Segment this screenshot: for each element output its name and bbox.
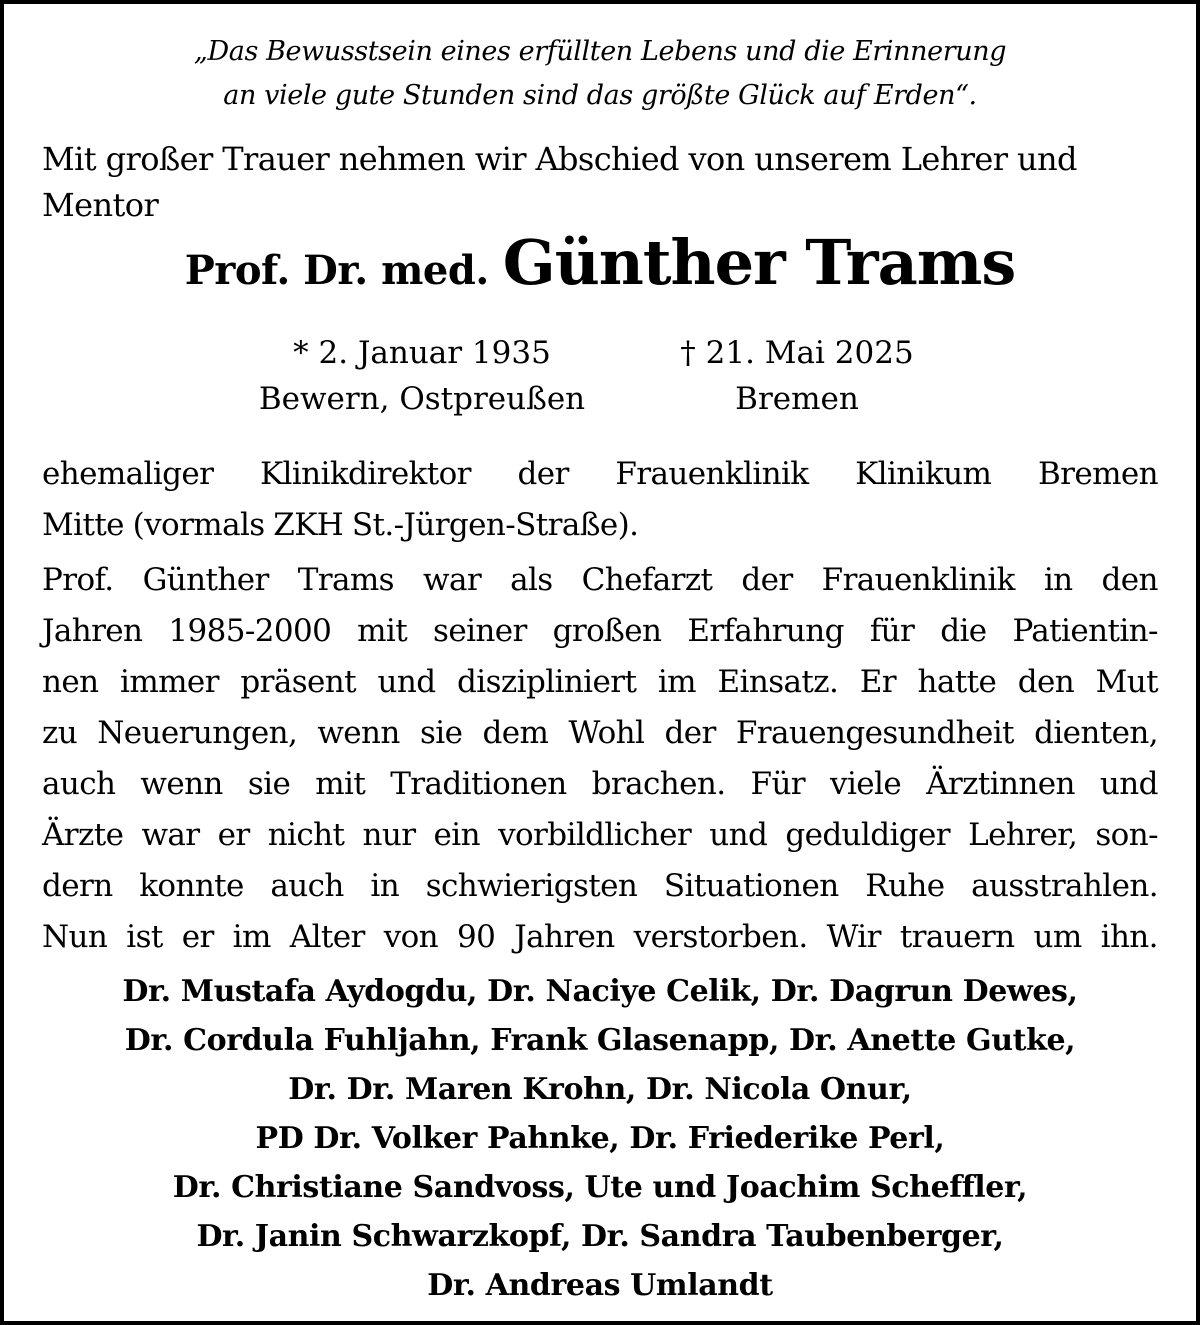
signatory-line: Dr. Mustafa Aydogdu, Dr. Naciye Celik, Dr. Dagrun Dewes, [122, 974, 1078, 1009]
body-text-line: Ärzte war er nicht nur ein vorbildlicher und geduldiger Lehrer, son- [42, 817, 1158, 853]
signatory-line: Dr. Janin Schwarzkopf, Dr. Sandra Taubenberger, [196, 1219, 1004, 1254]
intro-line: Mentor [42, 186, 159, 224]
signatory-line: Dr. Andreas Umlandt [427, 1268, 773, 1303]
signatory-line: Dr. Christiane Sandvoss, Ute und Joachim Scheffler, [172, 1170, 1028, 1205]
deceased-name: Günther Trams [502, 226, 1016, 299]
death-info [642, 330, 952, 422]
body-text-line: auch wenn sie mit Traditionen brachen. Für viele Ärztinnen und [42, 766, 1158, 802]
intro-line: Mit großer Trauer nehmen wir Abschied von unserem Lehrer und [42, 140, 1077, 178]
obituary-body [42, 449, 1158, 963]
signatory-line: PD Dr. Volker Pahnke, Dr. Friederike Perl, [255, 1121, 945, 1156]
signatory-line: Dr. Cordula Fuhljahn, Frank Glasenapp, Dr. Anette Gutke, [124, 1023, 1076, 1058]
body-text-line: ehemaliger Klinikdirektor der Frauenklinik Klinikum Bremen [42, 456, 1158, 492]
body-text-line: Nun ist er im Alter von 90 Jahren verstorben. Wir trauern um ihn. [42, 919, 1158, 955]
body-text-line: Jahren 1985-2000 mit seiner großen Erfahrung für die Patientin- [42, 613, 1158, 649]
quote-line: „Das Bewusstsein eines erfüllten Lebens und die Erinnerung [193, 36, 1007, 67]
body-text-line: nen immer präsent und diszipliniert im Einsatz. Er hatte den Mut [42, 664, 1158, 700]
birth-date: * 2. Januar 1935 [293, 335, 551, 371]
body-text-line: Prof. Günther Trams war als Chefarzt der Frauenklinik in den [42, 562, 1158, 598]
death-place: Bremen [735, 381, 859, 417]
position-paragraph [42, 449, 1158, 551]
body-text-line: dern konnte auch in schwierigsten Situationen Ruhe ausstrahlen. [42, 868, 1158, 904]
body-text-line: zu Neuerungen, wenn sie dem Wohl der Frauengesundheit dienten, [42, 715, 1158, 751]
tribute-paragraph [42, 555, 1158, 963]
deceased-name-heading [42, 226, 1158, 299]
birth-info [222, 330, 622, 422]
intro-text [42, 136, 1158, 228]
birth-place: Bewern, Ostpreußen [258, 381, 586, 417]
signatories [42, 967, 1158, 1310]
body-text-line: Mitte (vormals ZKH St.-Jürgen-Straße). [42, 507, 639, 543]
academic-title: Prof. Dr. med. [184, 247, 489, 294]
signatory-line: Dr. Dr. Maren Krohn, Dr. Nicola Onur, [288, 1072, 912, 1107]
quote-line: an viele gute Stunden sind das größte Glück auf Erden“. [223, 80, 977, 111]
death-date: † 21. Mai 2025 [680, 335, 914, 371]
epigraph-quote [42, 30, 1158, 118]
